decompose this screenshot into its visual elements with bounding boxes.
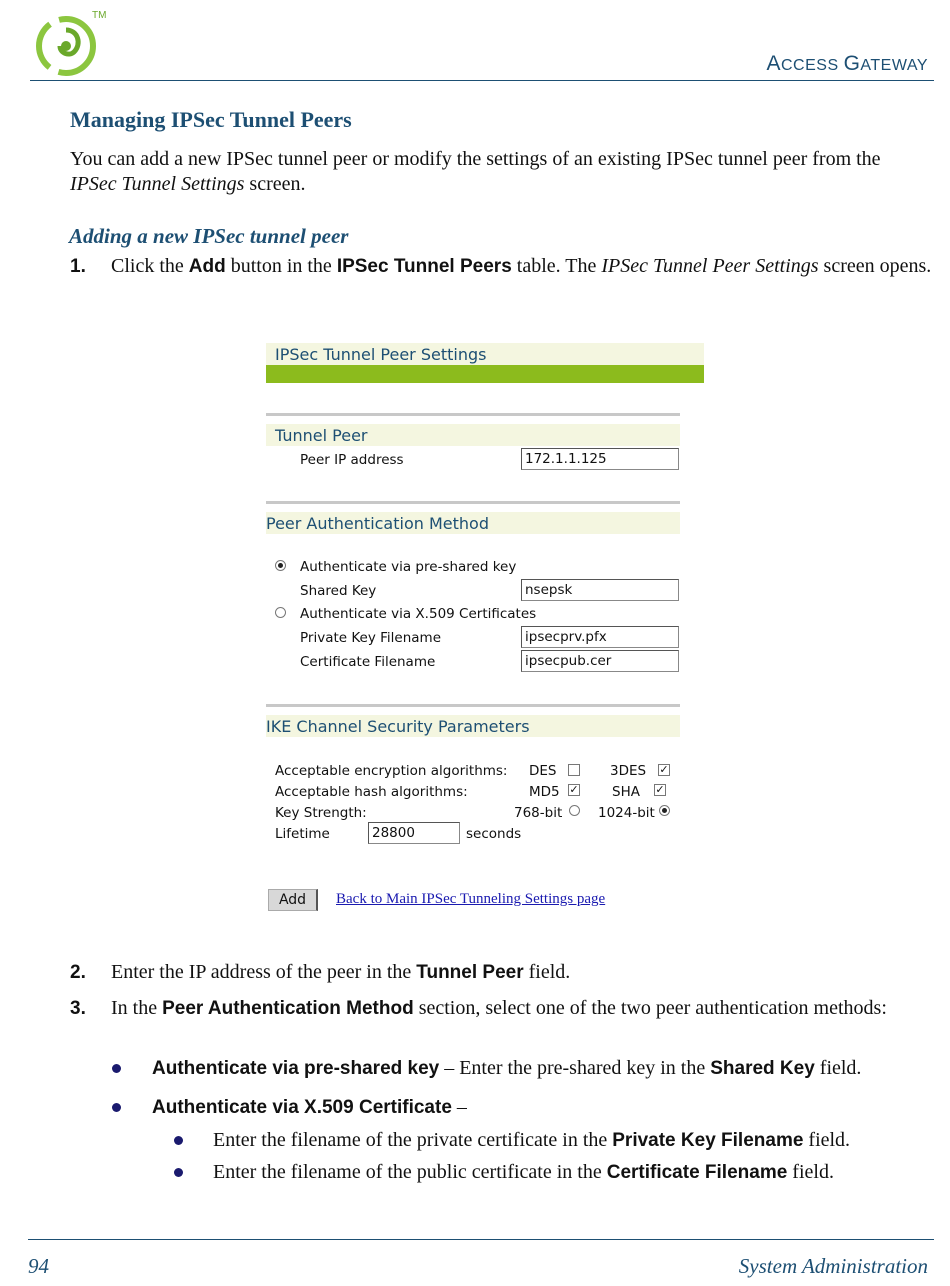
- bullet-x509: Authenticate via X.509 Certificate –: [112, 1095, 942, 1120]
- des-checkbox[interactable]: [568, 764, 580, 776]
- sub-bullet-public: Enter the filename of the public certificate in the Certificate Filename field.: [174, 1160, 944, 1185]
- enc-algorithms-label: Acceptable encryption algorithms:: [275, 763, 508, 779]
- peer-ip-label: Peer IP address: [300, 452, 404, 468]
- 3des-checkbox[interactable]: ✓: [659, 763, 669, 776]
- psk-option-label: Authenticate via pre-shared key: [300, 559, 517, 575]
- peer-auth-heading: Peer Authentication Method: [266, 512, 680, 534]
- add-button[interactable]: Add: [268, 889, 318, 911]
- divider: [266, 704, 680, 707]
- header-title: ACCESS GATEWAY: [766, 52, 928, 75]
- bullet-icon: [174, 1136, 183, 1145]
- 768-bit-label: 768-bit: [514, 805, 563, 821]
- divider: [266, 501, 680, 504]
- step-3: 3. In the Peer Authentication Method section, select one of the two peer authentication methods:: [70, 997, 887, 1019]
- md5-checkbox[interactable]: ✓: [569, 783, 579, 796]
- bullet-psk: Authenticate via pre-shared key – Enter the pre-shared key in the Shared Key field.: [112, 1056, 942, 1081]
- ike-heading: IKE Channel Security Parameters: [266, 715, 680, 737]
- sha-checkbox[interactable]: ✓: [655, 783, 665, 796]
- bullet-icon: [112, 1103, 121, 1112]
- back-to-main-link[interactable]: Back to Main IPSec Tunneling Settings page: [336, 891, 606, 907]
- 1024-bit-label: 1024-bit: [598, 805, 655, 821]
- md5-label: MD5: [529, 784, 560, 800]
- tunnel-peer-settings-screenshot: [266, 340, 706, 920]
- panel-title-bar: [266, 365, 704, 383]
- des-label: DES: [529, 763, 557, 779]
- bullet-icon: [112, 1064, 121, 1073]
- intro-paragraph: You can add a new IPSec tunnel peer or modify the settings of an existing IPSec tunnel peer from the IPSec Tunnel Settings screen.: [70, 148, 881, 195]
- cert-filename-input[interactable]: ipsecpub.cer: [521, 650, 679, 672]
- x509-radio[interactable]: [275, 607, 286, 618]
- divider: [266, 413, 680, 416]
- lifetime-label: Lifetime: [275, 826, 330, 842]
- header-divider: [30, 80, 934, 81]
- hash-algorithms-label: Acceptable hash algorithms:: [275, 784, 468, 800]
- lifetime-input[interactable]: 28800: [368, 822, 460, 844]
- section-title: Managing IPSec Tunnel Peers: [70, 107, 352, 132]
- shared-key-label: Shared Key: [300, 583, 377, 599]
- cert-filename-label: Certificate Filename: [300, 654, 436, 670]
- 3des-label: 3DES: [610, 763, 647, 779]
- footer-divider: [28, 1239, 934, 1240]
- footer-title: System Administration: [738, 1254, 928, 1278]
- trademark-mark: TM: [92, 10, 107, 21]
- step-2: 2. Enter the IP address of the peer in the Tunnel Peer field.: [70, 961, 571, 983]
- x509-option-label: Authenticate via X.509 Certificates: [300, 606, 537, 622]
- bullet-icon: [174, 1168, 183, 1177]
- page-number: 94: [28, 1254, 49, 1278]
- company-logo: [30, 8, 110, 78]
- 1024-bit-radio[interactable]: [659, 805, 670, 816]
- psk-radio[interactable]: [275, 560, 286, 571]
- private-key-input[interactable]: ipsecprv.pfx: [521, 626, 679, 648]
- sha-label: SHA: [612, 784, 640, 800]
- tunnel-peer-heading: Tunnel Peer: [266, 424, 680, 446]
- lifetime-unit: seconds: [466, 826, 522, 842]
- step-1: 1. Click the Add button in the IPSec Tunnel Peers table. The IPSec Tunnel Peer Settings screen opens.: [70, 255, 932, 277]
- sub-bullet-private: Enter the filename of the private certificate in the Private Key Filename field.: [174, 1128, 944, 1153]
- subsection-title: Adding a new IPSec tunnel peer: [69, 224, 349, 248]
- private-key-label: Private Key Filename: [300, 630, 441, 646]
- 768-bit-radio[interactable]: [569, 805, 580, 816]
- peer-ip-input[interactable]: 172.1.1.125: [521, 448, 679, 470]
- shared-key-input[interactable]: nsepsk: [521, 579, 679, 601]
- panel-title: IPSec Tunnel Peer Settings: [266, 343, 704, 365]
- key-strength-label: Key Strength:: [275, 805, 367, 821]
